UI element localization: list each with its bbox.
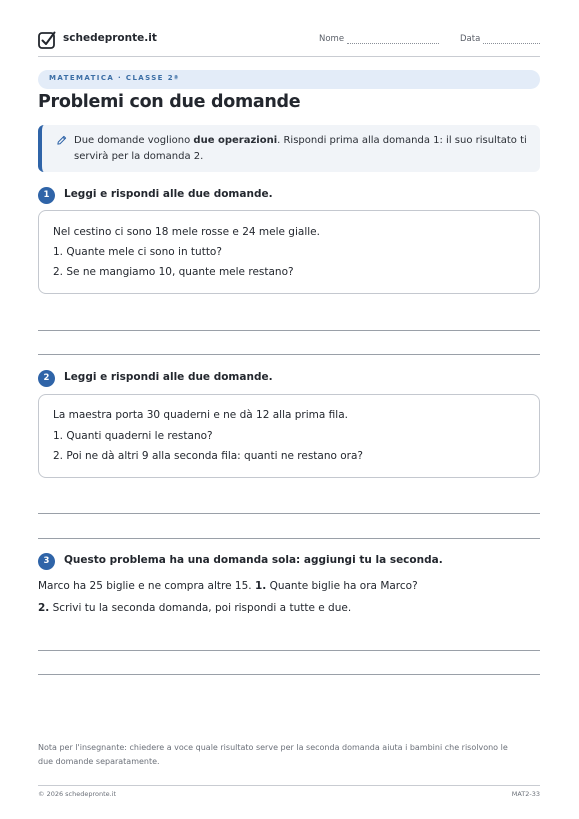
instruction-text-bold: due operazioni bbox=[193, 135, 278, 146]
date-label: Data bbox=[460, 34, 481, 44]
subject-label: MATEMATICA · CLASSE 2ª bbox=[49, 74, 180, 82]
question-2: 2. Poi ne dà altri 9 alla seconda fila: quanti ne restano ora? bbox=[53, 450, 364, 462]
problem-text: Nel cestino ci sono 18 mele rosse e 24 mele gialle. bbox=[53, 226, 320, 238]
question-2-instruction: Scrivi tu la seconda domanda, poi rispondi a tutte e due. bbox=[49, 602, 352, 614]
brand-name: schedepronte.it bbox=[63, 32, 157, 44]
subject-banner bbox=[38, 70, 540, 89]
question-1: 1. Quanti quaderni le restano? bbox=[53, 430, 213, 442]
question-number: 2. bbox=[38, 602, 50, 614]
exercise-number-badge: 2 bbox=[38, 370, 55, 387]
instruction-text-start: Due domande vogliono bbox=[74, 135, 194, 146]
exercise-1-problem-box bbox=[38, 210, 540, 294]
instruction-box bbox=[38, 125, 540, 172]
exercise-1-header bbox=[38, 187, 540, 205]
teacher-note: Nota per l'insegnante: chiedere a voce quale risultato serve per la seconda domanda aiuta i bambini che risolvono le due domande separatamente. bbox=[38, 743, 508, 766]
answer-line[interactable] bbox=[38, 513, 540, 514]
question-1: 1. Quante mele ci sono in tutto? bbox=[53, 246, 222, 258]
exercise-3-line-2 bbox=[38, 602, 351, 614]
answer-line[interactable] bbox=[38, 538, 540, 539]
instruction-text bbox=[74, 133, 534, 165]
question-2: 2. Se ne mangiamo 10, quante mele restano? bbox=[53, 266, 294, 278]
checkbox-logo-icon bbox=[38, 30, 56, 50]
exercise-3-header bbox=[38, 553, 540, 571]
instruction-text-end: . Rispondi prima alla domanda 1: il suo risultato ti servirà per la domanda 2. bbox=[74, 135, 527, 162]
date-field[interactable] bbox=[483, 43, 540, 44]
exercise-2-problem-box bbox=[38, 394, 540, 478]
exercise-2-header bbox=[38, 370, 540, 388]
footer-divider bbox=[38, 785, 540, 786]
exercise-number-badge: 3 bbox=[38, 553, 55, 570]
question-number: 1. bbox=[254, 580, 267, 592]
answer-line[interactable] bbox=[38, 650, 540, 651]
answer-line[interactable] bbox=[38, 330, 540, 331]
answer-line[interactable] bbox=[38, 674, 540, 675]
exercise-title: Questo problema ha una domanda sola: aggiungi tu la seconda. bbox=[64, 554, 443, 566]
worksheet-code: MAT2-33 bbox=[511, 790, 540, 798]
page-header bbox=[38, 29, 540, 55]
name-label: Nome bbox=[319, 34, 345, 44]
exercise-title: Leggi e rispondi alle due domande. bbox=[64, 188, 273, 200]
question-1: Quante biglie ha ora Marco? bbox=[266, 580, 418, 592]
worksheet-page bbox=[38, 0, 540, 819]
exercise-3-line-1 bbox=[38, 580, 418, 592]
answer-line[interactable] bbox=[38, 354, 540, 355]
problem-text: Marco ha 25 biglie e ne compra altre 15. bbox=[38, 580, 255, 592]
problem-text: La maestra porta 30 quaderni e ne dà 12 alla prima fila. bbox=[53, 409, 348, 421]
name-field[interactable] bbox=[347, 43, 439, 44]
header-divider bbox=[38, 56, 540, 57]
pencil-icon bbox=[56, 135, 67, 146]
exercise-number-badge: 1 bbox=[38, 187, 55, 204]
page-title: Problemi con due domande bbox=[38, 92, 301, 112]
copyright: © 2026 schedepronte.it bbox=[38, 790, 117, 798]
exercise-title: Leggi e rispondi alle due domande. bbox=[64, 371, 273, 383]
